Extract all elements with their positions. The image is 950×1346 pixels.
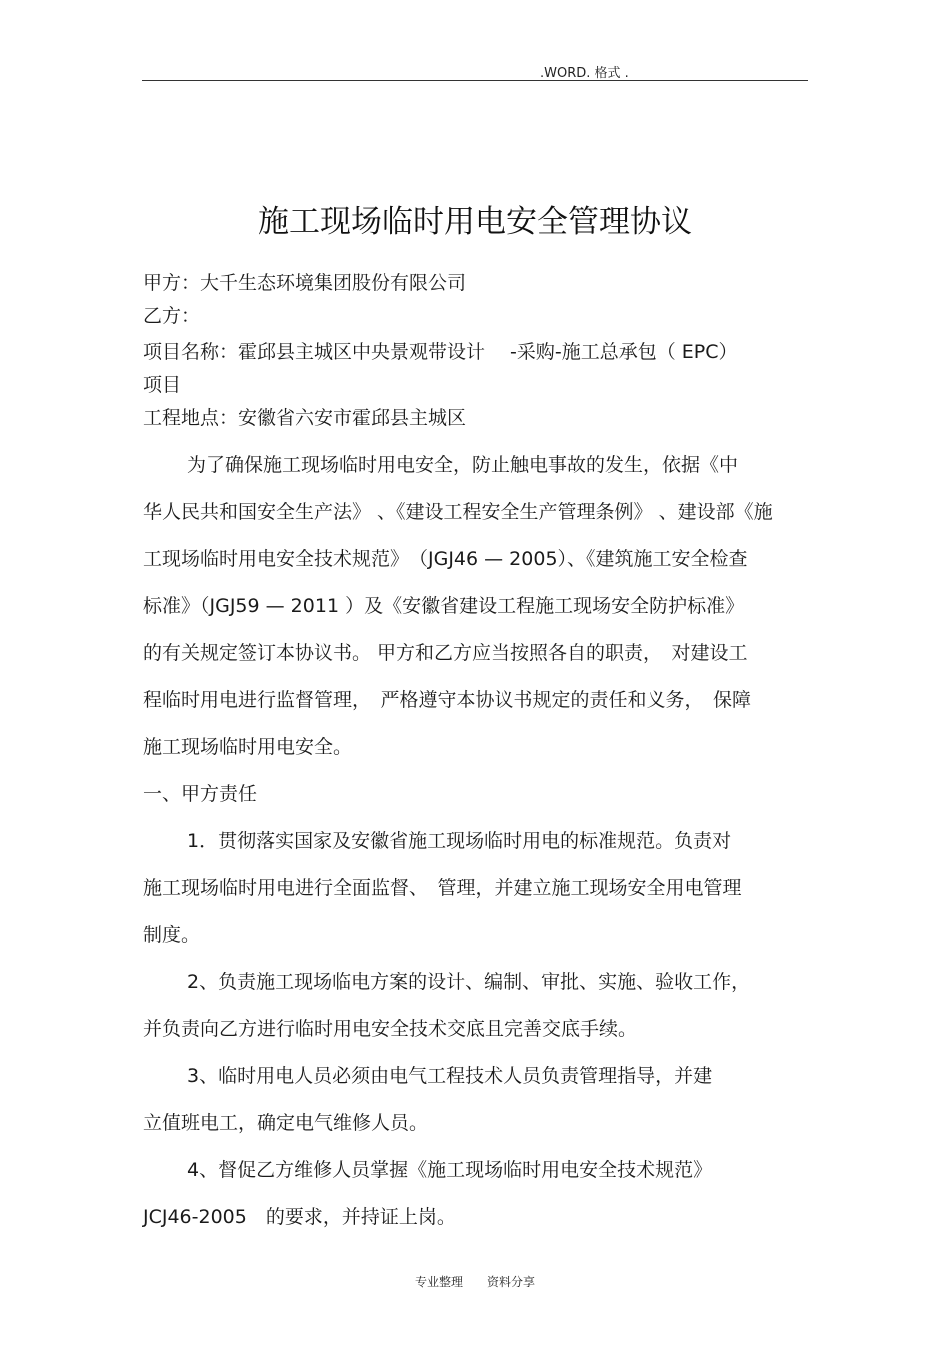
item-2-line: 2、负责施工现场临电方案的设计、编制、审批、实施、验收工作， — [187, 971, 751, 993]
intro-line: 工现场临时用电安全技术规范》 （JGJ46 — 2005）、《建筑施工安全检查 — [143, 548, 748, 570]
intro-line: 的有关规定签订本协议书。 甲方和乙方应当按照各自的职责， 对建设工 — [143, 642, 748, 664]
header-divider — [142, 80, 808, 81]
section-heading-party-a: 一、甲方责任 — [143, 783, 258, 805]
document-title: 施工现场临时用电安全管理协议 — [258, 204, 692, 240]
item-4-line: 4、督促乙方维修人员掌握《施工现场临时用电安全技术规范》 — [187, 1159, 713, 1181]
page-header-text: .WORD. 格式 . — [540, 66, 629, 81]
project-site: 工程地点：安徽省六安市霍邱县主城区 — [143, 407, 467, 429]
intro-line: 程临时用电进行监督管理， 严格遵守本协议书规定的责任和义务， 保障 — [143, 689, 752, 711]
item-1-line: 制度。 — [143, 924, 201, 946]
party-a: 甲方：大千生态环境集团股份有限公司 — [143, 272, 467, 294]
item-4-line: JCJ46-2005 的要求，并持证上岗。 — [143, 1206, 456, 1228]
page-footer-text: 专业整理 资料分享 — [414, 1275, 535, 1289]
item-2-line: 并负责向乙方进行临时用电安全技术交底且完善交底手续。 — [143, 1018, 638, 1040]
party-b: 乙方： — [143, 305, 201, 327]
intro-line: 施工现场临时用电安全。 — [143, 736, 353, 758]
project-name: 项目名称：霍邱县主城区中央景观带设计 -采购-施工总承包（ EPC） — [143, 341, 738, 363]
project-name-continued: 项目 — [143, 374, 182, 396]
intro-line: 标准》（JGJ59 — 2011 ）及《安徽省建设工程施工现场安全防护标准》 — [143, 595, 745, 617]
item-3-line: 3、临时用电人员必须由电气工程技术人员负责管理指导，并建 — [187, 1065, 713, 1087]
item-1-line: 1．贯彻落实国家及安徽省施工现场临时用电的标准规范。负责对 — [187, 830, 732, 852]
item-1-line: 施工现场临时用电进行全面监督、 管理，并建立施工现场安全用电管理 — [143, 877, 742, 899]
intro-line: 为了确保施工现场临时用电安全，防止触电事故的发生，依据《中 — [187, 454, 739, 476]
intro-line: 华人民共和国安全生产法》 、《建设工程安全生产管理条例》 、建设部《施 — [143, 501, 773, 523]
item-3-line: 立值班电工，确定电气维修人员。 — [143, 1112, 429, 1134]
